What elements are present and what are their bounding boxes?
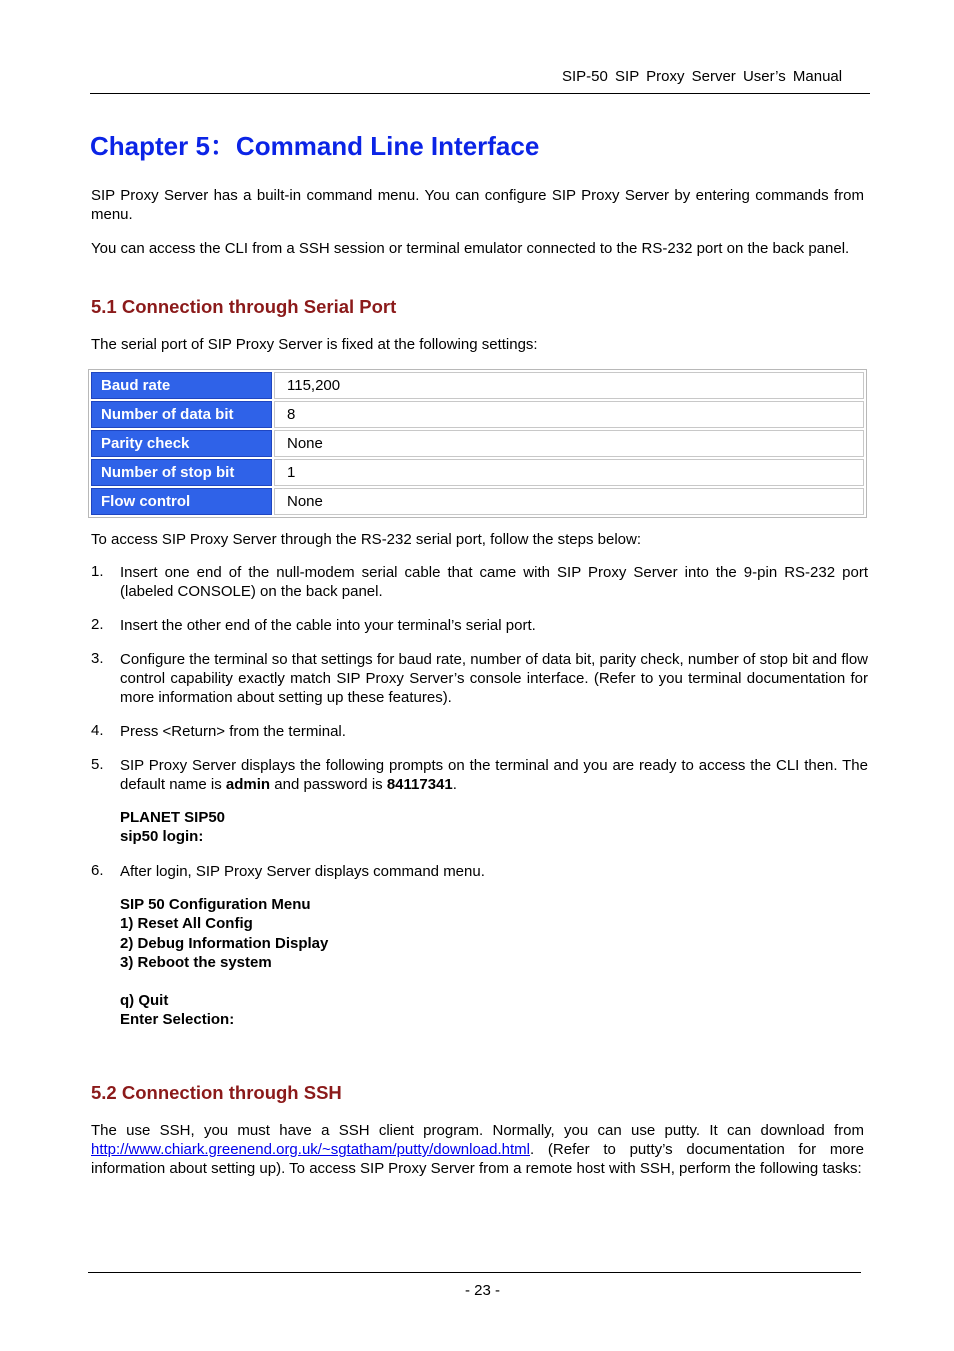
- step-text: Insert the other end of the cable into your terminal’s serial port.: [120, 617, 536, 634]
- steps-intro: To access SIP Proxy Server through the RS-232 serial port, follow the steps below:: [91, 531, 641, 548]
- command-menu-tail: [120, 991, 234, 1030]
- code-line: Enter Selection:: [120, 1011, 235, 1029]
- code-line: PLANET SIP50: [120, 809, 226, 826]
- setting-key: Parity check: [91, 430, 272, 457]
- ssh-text-part: . (Refer to putty’s documentation for more information about setting up). To access SIP Proxy Server from a remote host with SSH, perform the following tasks:: [91, 1141, 864, 1177]
- step-number: 5.: [91, 756, 104, 773]
- serial-intro: The serial port of SIP Proxy Server is fixed at the following settings:: [91, 336, 538, 353]
- setting-key: Number of data bit: [91, 401, 272, 428]
- setting-value: 115,200: [274, 372, 864, 399]
- table-row: [91, 488, 864, 515]
- setting-value: None: [274, 430, 864, 457]
- step-text: Insert one end of the null-modem serial cable that came with SIP Proxy Server into the 9-pin RS-232 port (labeled CONSOLE) on the back panel.: [120, 564, 868, 600]
- step-number: 4.: [91, 722, 104, 739]
- table-row: [91, 430, 864, 457]
- step-text: Configure the terminal so that settings for baud rate, number of data bit, parity check, number of stop bit and flow control capability exactly match SIP Proxy Server’s console interface. (Refer to you terminal documentation for more information about setting up these features).: [120, 651, 868, 706]
- table-row: [91, 401, 864, 428]
- setting-key: Baud rate: [91, 372, 272, 399]
- setting-value: 1: [274, 459, 864, 486]
- step-text: [120, 756, 868, 794]
- page-number: - 23 -: [465, 1282, 501, 1299]
- setting-key: Flow control: [91, 488, 272, 515]
- step-text-part: and password is: [270, 776, 387, 793]
- table-row: [91, 372, 864, 399]
- code-line: q) Quit: [120, 992, 169, 1009]
- section-title-ssh: 5.2 Connection through SSH: [91, 1082, 342, 1103]
- command-menu-block: [120, 895, 328, 972]
- step-text: After login, SIP Proxy Server displays command menu.: [120, 863, 485, 880]
- table-row: [91, 459, 864, 486]
- code-line: 2) Debug Information Display: [120, 934, 329, 952]
- setting-value: 8: [274, 401, 864, 428]
- setting-key: Number of stop bit: [91, 459, 272, 486]
- code-line: 3) Reboot the system: [120, 953, 272, 971]
- step-number: 6.: [91, 862, 104, 879]
- step-number: 3.: [91, 650, 104, 667]
- default-username: admin: [225, 776, 271, 793]
- intro-paragraph-2: You can access the CLI from a SSH session or terminal emulator connected to the RS-232 port on the back panel.: [91, 240, 850, 257]
- footer-rule: [88, 1272, 861, 1273]
- ssh-text-part: The use SSH, you must have a SSH client program. Normally, you can use putty. It can download from: [91, 1122, 864, 1139]
- setting-value: None: [274, 488, 864, 515]
- login-prompt-block: [120, 808, 225, 847]
- code-line: SIP 50 Configuration Menu: [120, 896, 311, 913]
- chapter-title: Chapter 5：Command Line Interface: [90, 131, 540, 161]
- serial-settings-table: [88, 369, 867, 518]
- header-rule: [90, 93, 870, 94]
- step-number: 2.: [91, 616, 104, 633]
- code-line: sip50 login:: [120, 828, 204, 846]
- putty-download-link[interactable]: http://www.chiark.greenend.org.uk/~sgtatham/putty/download.html: [91, 1141, 530, 1158]
- section-title-serial: 5.1 Connection through Serial Port: [91, 296, 397, 317]
- code-line: 1) Reset All Config: [120, 915, 253, 933]
- step-text-part: SIP Proxy Server displays the following prompts on the terminal and you are ready to access the CLI then. The default name is: [120, 757, 868, 793]
- ssh-paragraph: [91, 1121, 864, 1178]
- default-password: 84117341: [386, 776, 453, 793]
- step-text-part: .: [452, 776, 457, 793]
- manual-header: SIP-50 SIP Proxy Server User’s Manual: [562, 68, 843, 85]
- step-number: 1.: [91, 563, 104, 580]
- step-text: Press <Return> from the terminal.: [120, 723, 346, 740]
- intro-paragraph-1: SIP Proxy Server has a built-in command menu. You can configure SIP Proxy Server by entering commands from menu.: [91, 187, 864, 223]
